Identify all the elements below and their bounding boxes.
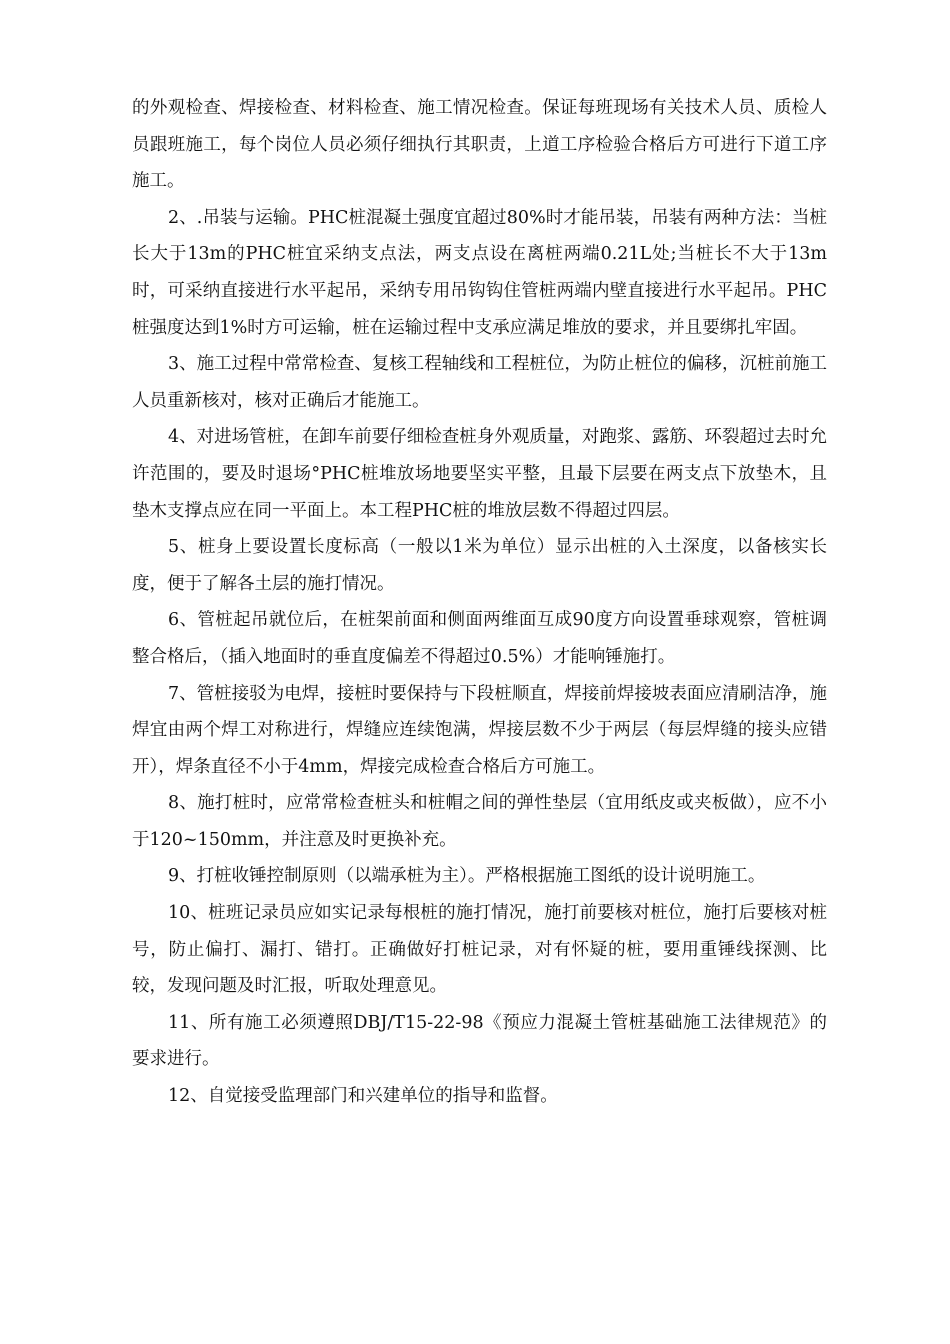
paragraph-item-4: 4、对进场管桩，在卸车前要仔细检查桩身外观质量，对跑浆、露筋、环裂超过去时允许范围的，要及时退场°PHC桩堆放场地要坚实平整，且最下层要在两支点下放垫木，且垫木支撑点应在同一平面上。本工程PHC桩的堆放层数不得超过四层。 — [132, 427, 827, 521]
paragraph-continuation: 的外观检查、焊接检查、材料检查、施工情况检查。保证每班现场有关技术人员、质检人员跟班施工，每个岗位人员必须仔细执行其职责，上道工序检验合格后方可进行下道工序施工。 — [132, 98, 827, 192]
paragraph-item-2: 2、.吊装与运输。PHC桩混凝土强度宜超过80%时才能吊装，吊装有两种方法：当桩长大于13m的PHC桩宜采纳支点法，两支点设在离桩两端0.21L处;当桩长不大于13m时，可采纳直接进行水平起吊，采纳专用吊钩钩住管桩两端内壁直接进行水平起吊。PHC桩强度达到1%时方可运输，桩在运输过程中支承应满足堆放的要求，并且要绑扎牢固。 — [132, 207, 827, 338]
paragraph-item-3: 3、施工过程中常常检查、复核工程轴线和工程桩位，为防止桩位的偏移，沉桩前施工人员重新核对，核对正确后才能施工。 — [132, 354, 827, 411]
paragraph-item-7: 7、管桩接驳为电焊，接桩时要保持与下段桩顺直，焊接前焊接坡表面应清刷洁净，施焊宜由两个焊工对称进行，焊缝应连续饱满，焊接层数不少于两层（每层焊缝的接头应错开），焊条直径不小于4mm，焊接完成检查合格后方可施工。 — [132, 683, 827, 777]
document-body — [132, 90, 827, 1115]
paragraph-item-6: 6、管桩起吊就位后，在桩架前面和侧面两维面互成90度方向设置垂球观察，管桩调整合格后，（插入地面时的垂直度偏差不得超过0.5%）才能响锤施打。 — [132, 610, 827, 667]
paragraph-item-9: 9、打桩收锤控制原则（以端承桩为主）。严格根据施工图纸的设计说明施工。 — [168, 866, 766, 887]
paragraph-item-8: 8、施打桩时，应常常检查桩头和桩帽之间的弹性垫层（宜用纸皮或夹板做），应不小于120~150mm，并注意及时更换补充。 — [132, 793, 827, 850]
paragraph-item-10: 10、桩班记录员应如实记录每根桩的施打情况，施打前要核对桩位，施打后要核对桩号，防止偏打、漏打、错打。正确做好打桩记录，对有怀疑的桩，要用重锤线探测、比较，发现问题及时汇报，听取处理意见。 — [132, 903, 827, 997]
paragraph-item-12: 12、自觉接受监理部门和兴建单位的指导和监督。 — [168, 1086, 558, 1107]
paragraph-item-11: 11、所有施工必须遵照DBJ/T15-22-98《预应力混凝土管桩基础施工法律规范》的要求进行。 — [132, 1012, 827, 1070]
paragraph-item-5: 5、桩身上要设置长度标高（一般以1米为单位）显示出桩的入土深度，以备核实长度，便于了解各土层的施打情况。 — [132, 537, 827, 594]
